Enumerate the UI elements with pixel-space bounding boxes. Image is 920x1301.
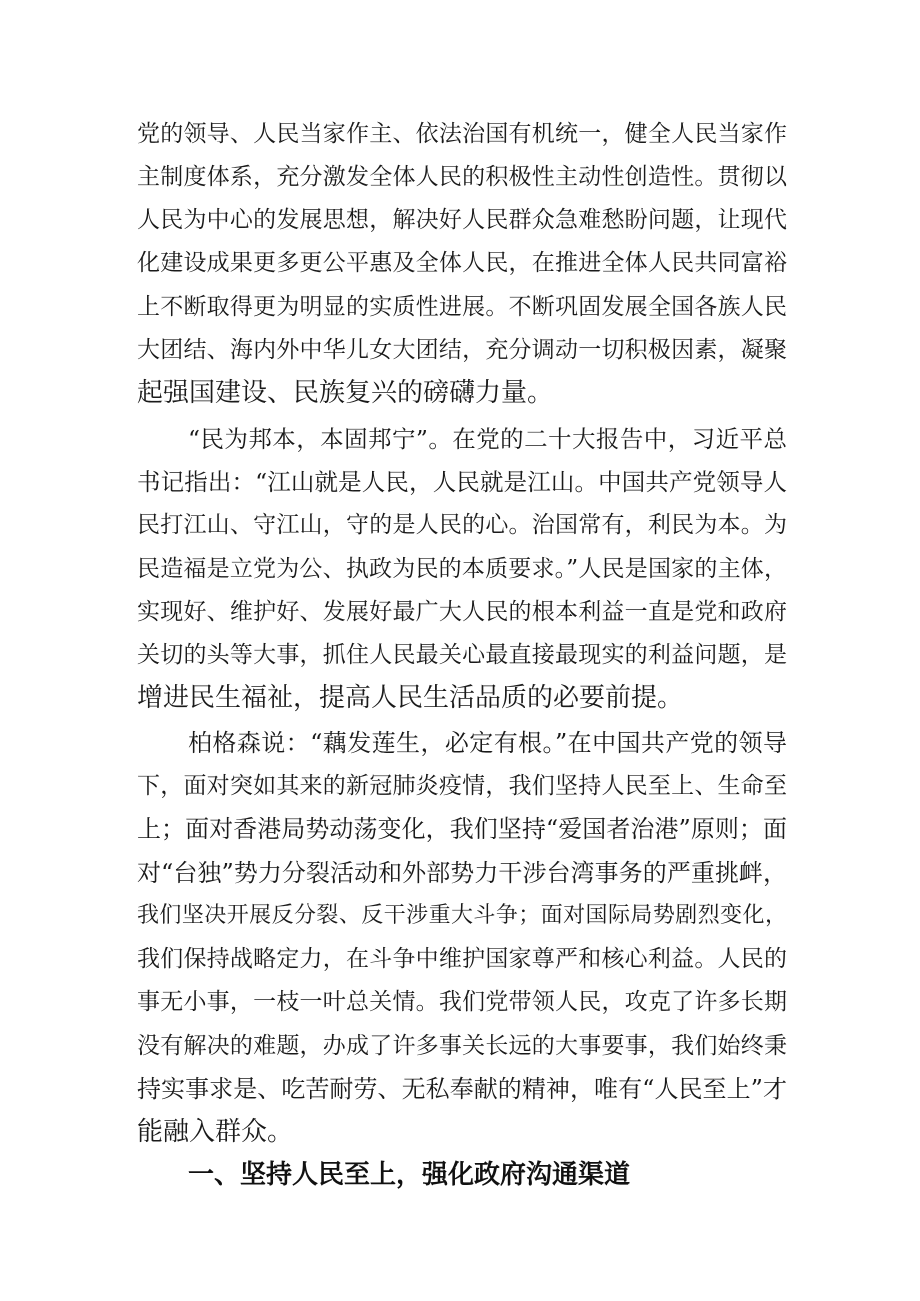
- text-line: 没有解决的难题，办成了许多事关长远的大事要事，我们始终秉: [137, 1033, 787, 1059]
- text-line: 增进民生福祉，提高人民生活品质的必要前提。: [137, 683, 684, 713]
- text-line: 持实事求是、吃苦耐劳、无私奉献的精神，唯有“人民至上”才: [137, 1075, 787, 1103]
- text-line: 下，面对突如其来的新冠肺炎疫情，我们坚持人民至上、生命至: [137, 773, 787, 799]
- text-line: 大团结、海内外中华儿女大团结，充分调动一切积极因素，凝聚: [137, 337, 787, 363]
- text-line: 关切的头等大事，抓住人民最关心最直接最现实的利益问题，是: [137, 642, 787, 668]
- text-line: 党的领导、人民当家作主、依法治国有机统一，健全人民当家作: [137, 121, 787, 147]
- text-line: 事无小事，一枝一叶总关情。我们党带领人民，攻克了许多长期: [137, 989, 787, 1015]
- text-line: 上不断取得更为明显的实质性进展。不断巩固发展全国各族人民: [137, 294, 787, 320]
- text-line: 能融入群众。: [137, 1117, 294, 1147]
- text-line: 民打江山、守江山，守的是人民的心。治国常有，利民为本。为: [137, 512, 787, 538]
- text-line: 对“台独”势力分裂活动和外部势力干涉台湾事务的严重挑衅，: [137, 859, 787, 887]
- text-line: 我们保持战略定力，在斗争中维护国家尊严和核心利益。人民的: [137, 946, 787, 972]
- text-line: 主制度体系，充分激发全体人民的积极性主动性创造性。贯彻以: [137, 164, 787, 190]
- text-line: 我们坚决开展反分裂、反干涉重大斗争；面对国际局势剧烈变化，: [137, 903, 787, 928]
- section-heading: 一、坚持人民至上，强化政府沟通渠道: [188, 1160, 631, 1190]
- text-line: 上；面对香港局势动荡变化，我们坚持“爱国者治港”原则；面: [137, 815, 787, 843]
- text-line: 实现好、维护好、发展好最广大人民的根本利益一直是党和政府: [137, 599, 787, 625]
- text-line: 化建设成果更多更公平惠及全体人民，在推进全体人民共同富裕: [137, 250, 787, 276]
- text-line: “民为邦本，本固邦宁”。在党的二十大报告中，习近平总: [188, 425, 787, 453]
- text-line: 书记指出：“江山就是人民，人民就是江山。中国共产党领导人: [137, 468, 787, 496]
- text-line: 柏格森说：“藕发莲生，必定有根。”在中国共产党的领导: [188, 729, 787, 757]
- text-line: 人民为中心的发展思想，解决好人民群众急难愁盼问题，让现代: [137, 207, 787, 233]
- text-line: 起强国建设、民族复兴的磅礴力量。: [137, 378, 554, 408]
- text-line: 民造福是立党为公、执政为民的本质要求。”人民是国家的主体，: [137, 556, 787, 582]
